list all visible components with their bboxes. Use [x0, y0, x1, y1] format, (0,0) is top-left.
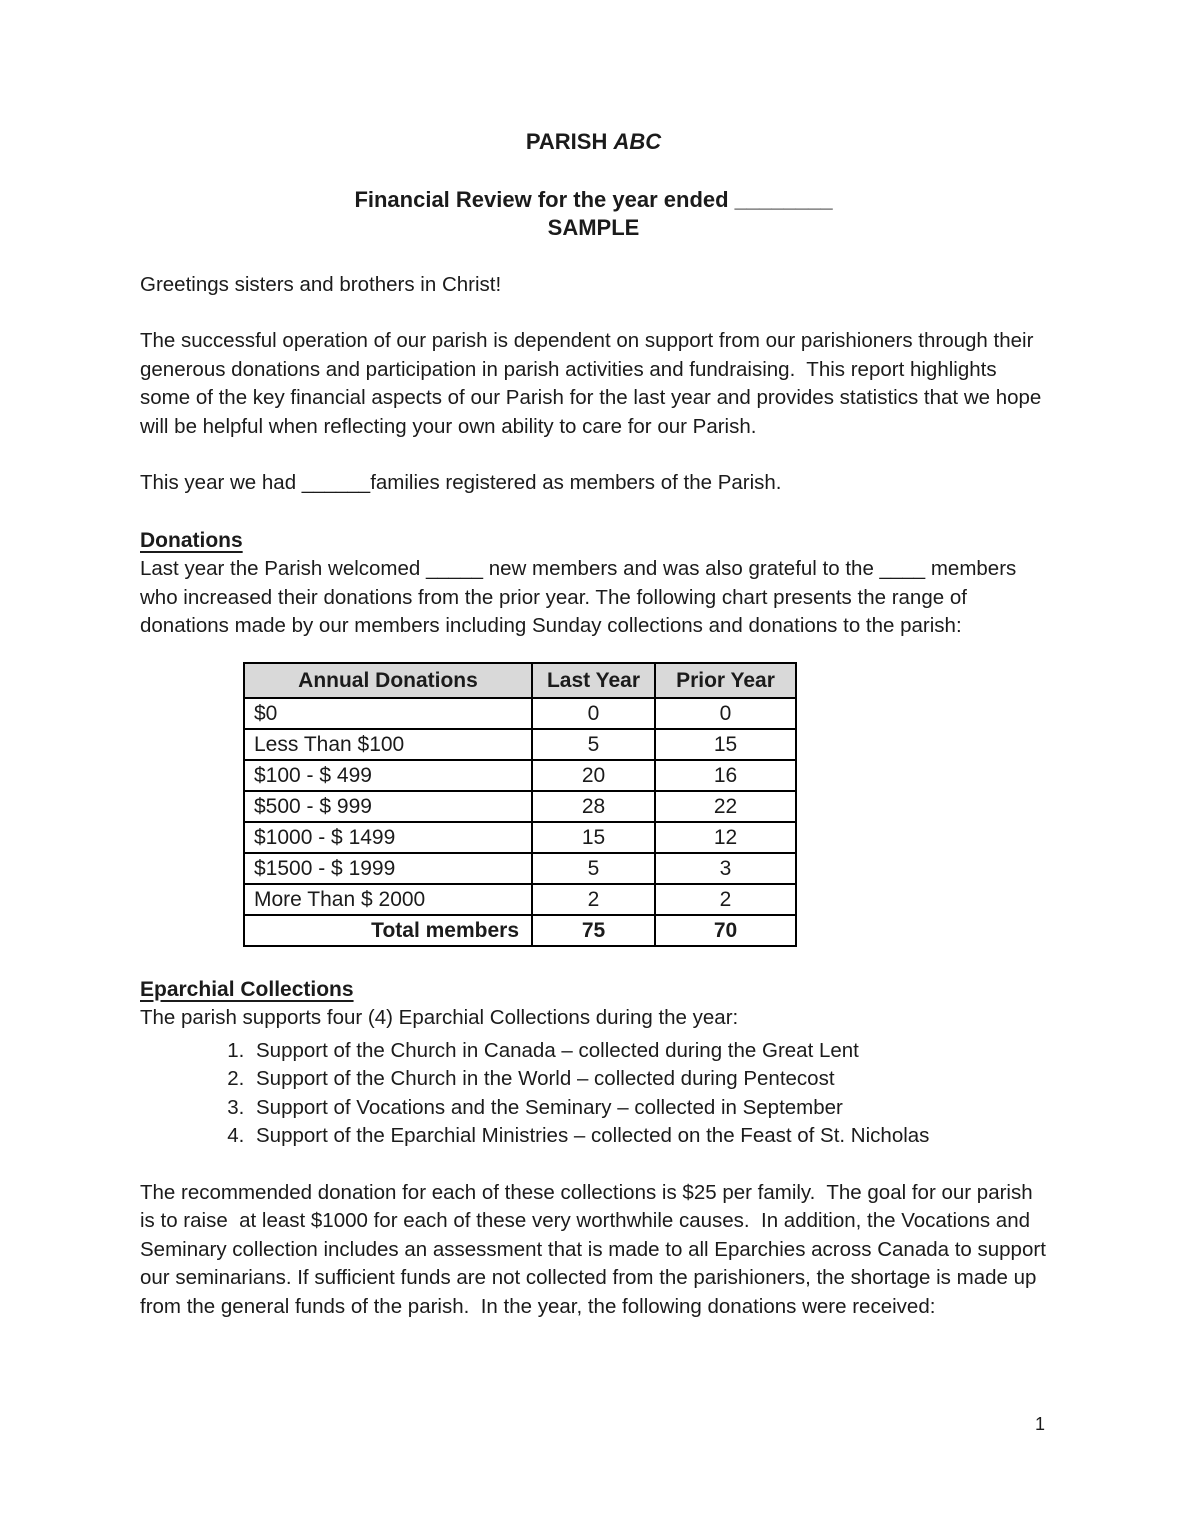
donations-heading: Donations [140, 528, 243, 552]
donations-section [140, 527, 1047, 947]
list-item: 2. Support of the Church in the World – collected during Pentecost [250, 1065, 1047, 1094]
closing-paragraph: The recommended donation for each of these collections is $25 per family. The goal for our parish is to raise at least $1000 for each of these very worthwhile causes. In addition, the Vocations and Seminary collection includes an assessment that is made to all Eparchies across Canada to support our seminarians. If sufficient funds are not collected from the parishioners, the shortage is made up from the general funds of the parish. In the year, the following donations were received: [140, 1180, 1052, 1318]
donation-range: $1500 - $ 1999 [244, 853, 532, 884]
eparchial-collections-heading: Eparchial Collections [140, 977, 354, 1001]
prior-year-value: 0 [655, 698, 796, 729]
list-item: 3. Support of Vocations and the Seminary – collected in September [250, 1094, 1047, 1123]
table-header-row [244, 663, 796, 698]
col-header-annual-donations: Annual Donations [244, 663, 532, 698]
donations-table [243, 662, 797, 947]
col-header-prior-year: Prior Year [655, 663, 796, 698]
table-row [244, 760, 796, 791]
table-row [244, 729, 796, 760]
last-year-value: 20 [532, 760, 655, 791]
parish-title-name: ABC [613, 129, 662, 154]
total-last-year-value: 75 [532, 915, 655, 946]
sample-label: SAMPLE [547, 215, 640, 240]
donation-range: $500 - $ 999 [244, 791, 532, 822]
table-row [244, 698, 796, 729]
prior-year-value: 2 [655, 884, 796, 915]
col-header-last-year: Last Year [532, 663, 655, 698]
donation-range: $1000 - $ 1499 [244, 822, 532, 853]
last-year-value: 28 [532, 791, 655, 822]
donations-paragraph: Last year the Parish welcomed _____ new members and was also grateful to the ____ members who increased their donations from the prior year. The following chart presents the range of donations made by our members including Sunday collections and donations to the parish: [140, 557, 1022, 637]
last-year-value: 5 [532, 853, 655, 884]
families-registered-line: This year we had ______families registered as members of the Parish. [140, 471, 782, 494]
last-year-value: 0 [532, 698, 655, 729]
list-item: 1. Support of the Church in Canada – collected during the Great Lent [250, 1037, 1047, 1066]
eparchial-intro-line: The parish supports four (4) Eparchial Collections during the year: [140, 1006, 739, 1029]
donation-range: Less Than $100 [244, 729, 532, 760]
prior-year-value: 16 [655, 760, 796, 791]
total-members-label: Total members [244, 915, 532, 946]
document-header [140, 128, 1047, 243]
eparchial-collections-section [140, 976, 1052, 1322]
last-year-value: 15 [532, 822, 655, 853]
parish-title [140, 128, 1047, 157]
last-year-value: 2 [532, 884, 655, 915]
parish-title-label: PARISH [525, 129, 608, 154]
table-row [244, 791, 796, 822]
eparchial-collections-list [140, 1037, 1047, 1151]
table-row [244, 822, 796, 853]
total-prior-year-value: 70 [655, 915, 796, 946]
table-total-row [244, 915, 796, 946]
prior-year-value: 12 [655, 822, 796, 853]
donation-range: More Than $ 2000 [244, 884, 532, 915]
list-item: 4. Support of the Eparchial Ministries – collected on the Feast of St. Nicholas [250, 1122, 1047, 1151]
donation-range: $100 - $ 499 [244, 760, 532, 791]
donation-range: $0 [244, 698, 532, 729]
page-number: 1 [1034, 1414, 1045, 1434]
intro-paragraph: The successful operation of our parish is dependent on support from our parishioners through their generous donations and participation in parish activities and fundraising. This report highlights some of the key financial aspects of our Parish for the last year and provides statistics that we hope will be helpful when reflecting your own ability to care for our Parish. [140, 329, 1048, 438]
prior-year-value: 3 [655, 853, 796, 884]
table-row [244, 853, 796, 884]
prior-year-value: 22 [655, 791, 796, 822]
financial-review-title: Financial Review for the year ended ________ [354, 186, 833, 212]
greeting-line: Greetings sisters and brothers in Christ! [140, 272, 502, 296]
prior-year-value: 15 [655, 729, 796, 760]
last-year-value: 5 [532, 729, 655, 760]
table-row [244, 884, 796, 915]
